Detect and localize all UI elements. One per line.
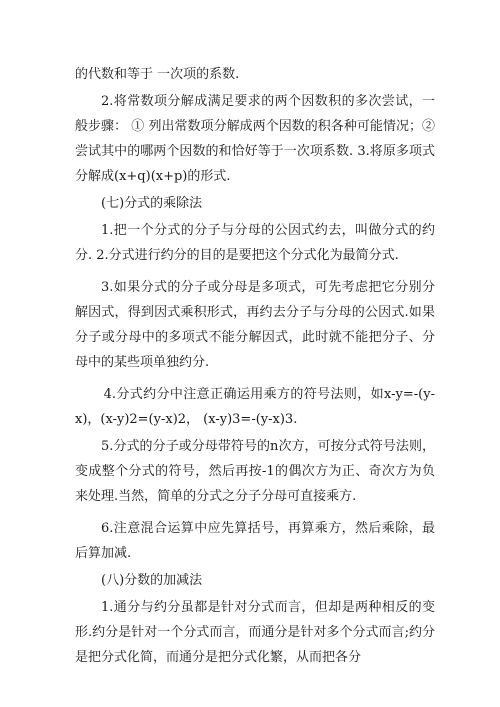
paragraph-8: 1.通分与约分虽都是针对分式而言，但却是两种相反的变形.约分是针对一个分式而言，而通分是针对多个分式而言;约分是把分式化简，而通分是把分式化繁，从而把各分 — [75, 600, 435, 665]
section-heading-7: (七)分式的乘除法 — [101, 196, 203, 211]
paragraph-7: 6.注意混合运算中应先算括号，再算乘方，然后乘除，最后算加减. — [75, 521, 435, 561]
paragraph-1: 的代数和等于 一次项的系数. — [75, 67, 240, 82]
paragraph-3: 1.把一个分式的分子与分母的公因式约去，叫做分式的约分. 2.分式进行约分的目的是要把这个分式化为最简分式. — [75, 223, 435, 263]
section-heading-8: (八)分数的加减法 — [101, 573, 203, 588]
paragraph-2: 2.将常数项分解成满足要求的两个因数积的多次尝试，一般步骤： ① 列出常数项分解成两个因数的积各种可能情况；②尝试其中的哪两个因数的和恰好等于一次项系数. 3.将原多项式分解成(x+q)(x+p)的形式. — [75, 94, 435, 184]
document-body — [75, 62, 435, 670]
paragraph-4: 3.如果分式的分子或分母是多项式，可先考虑把它分别分解因式，得到因式乘积形式，再约去分子与分母的公因式.如果分子或分母中的多项式不能分解因式，此时就不能把分子、分母中的某些项单独约分. — [75, 280, 435, 370]
paragraph-6: 5.分式的分子或分母带符号的n次方，可按分式符号法则，变成整个分式的符号，然后再按-1的偶次方为正、奇次方为负来处理.当然，简单的分式之分子分母可直接乘方. — [75, 439, 435, 504]
paragraph-5: 4.分式约分中注意正确运用乘方的符号法则，如x-y=-(y-x)，(x-y)2=(y-x)2， (x-y)3=-(y-x)3. — [75, 387, 435, 427]
